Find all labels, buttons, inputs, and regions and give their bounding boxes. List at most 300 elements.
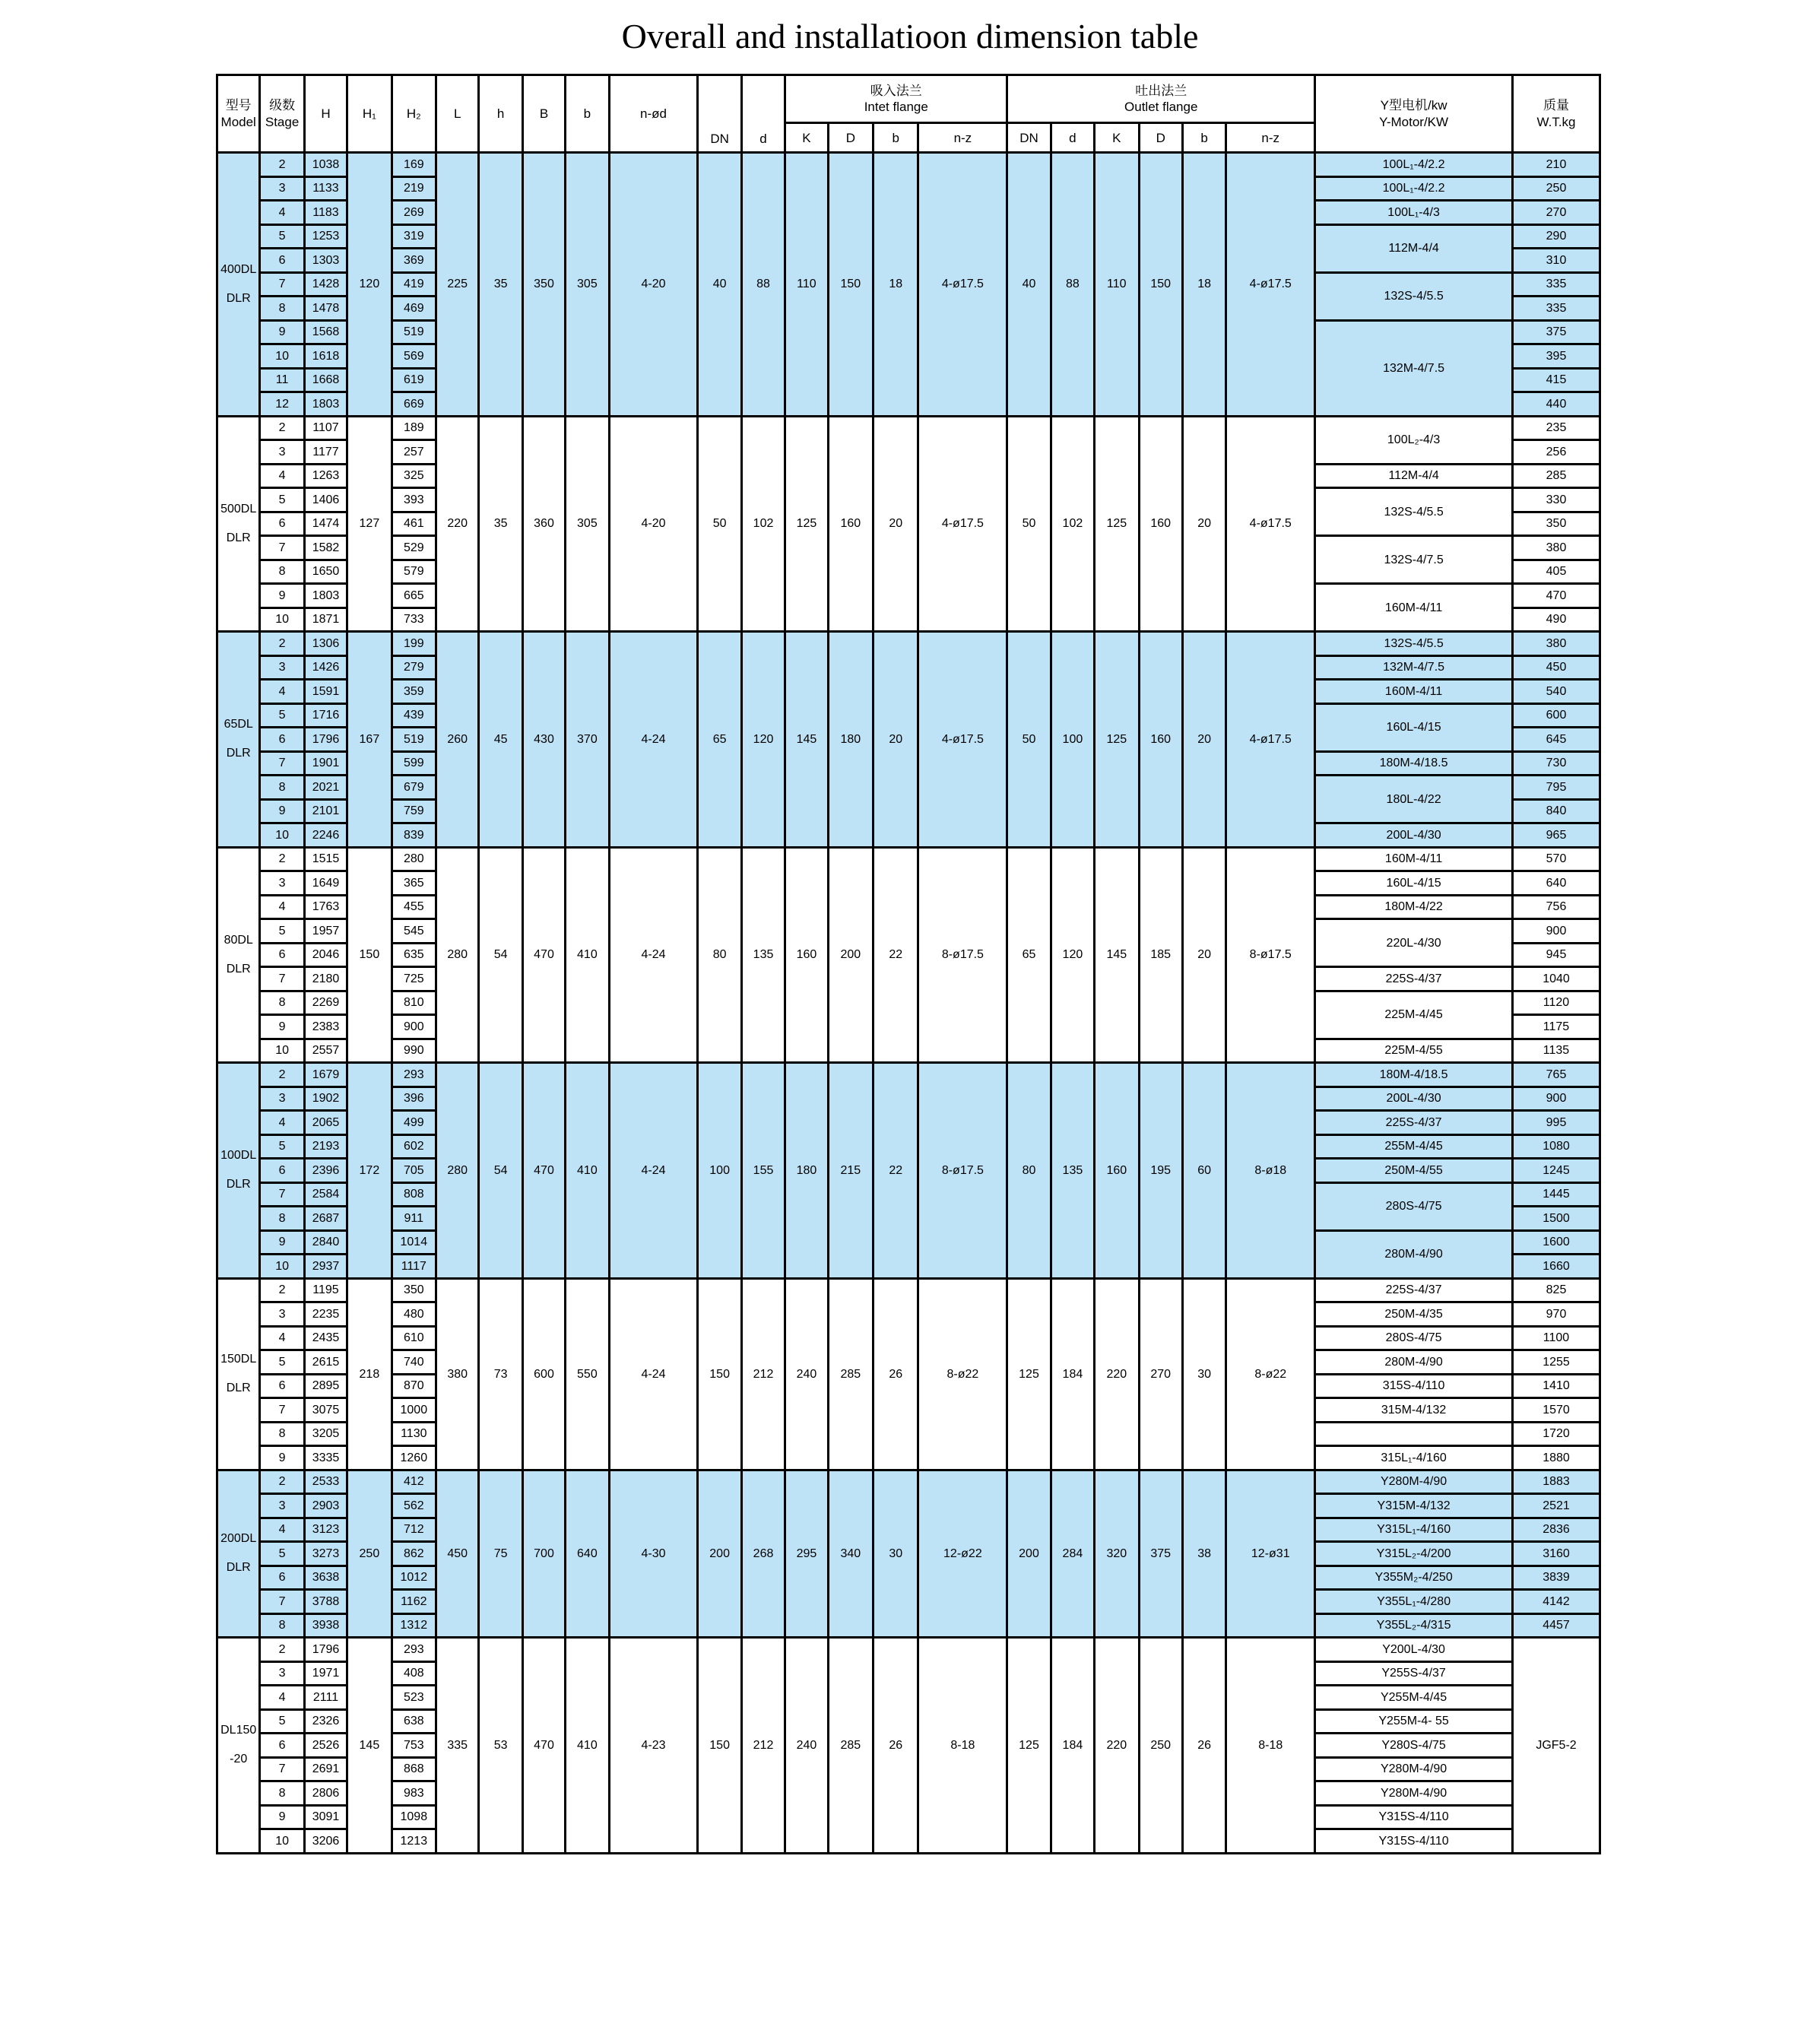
- weight-cell: 600: [1513, 703, 1600, 728]
- h2-cell: 408: [392, 1661, 436, 1686]
- motor-cell: 112M-4/4: [1315, 464, 1513, 488]
- h-cell: 1716: [304, 703, 347, 728]
- weight-cell: 1445: [1513, 1182, 1600, 1207]
- weight-cell: 270: [1513, 201, 1600, 225]
- header-outlet-d: d: [1051, 123, 1094, 153]
- h2-cell: 1117: [392, 1255, 436, 1279]
- weight-cell: 335: [1513, 272, 1600, 297]
- h-cell: 3206: [304, 1829, 347, 1854]
- motor-cell: Y280M-4/90: [1315, 1757, 1513, 1781]
- stage-cell: 5: [260, 224, 304, 249]
- param-cell: 50: [1007, 632, 1051, 848]
- motor-cell: 315M-4/132: [1315, 1398, 1513, 1423]
- motor-cell: 160M-4/11: [1315, 584, 1513, 632]
- h2-cell: 1213: [392, 1829, 436, 1854]
- motor-cell: 132S-4/7.5: [1315, 536, 1513, 584]
- header-inlet-d-upper: D: [828, 123, 873, 153]
- weight-cell: 405: [1513, 560, 1600, 584]
- motor-cell: Y315L₁-4/160: [1315, 1518, 1513, 1542]
- param-cell: 200: [1007, 1470, 1051, 1638]
- param-cell: 410: [566, 847, 609, 1063]
- param-cell: 450: [436, 1470, 479, 1638]
- weight-cell: 4457: [1513, 1613, 1600, 1638]
- stage-cell: 6: [260, 943, 304, 967]
- param-cell: 270: [1139, 1278, 1182, 1470]
- weight-cell: 965: [1513, 823, 1600, 848]
- motor-cell: Y355M₂-4/250: [1315, 1566, 1513, 1590]
- h2-cell: 579: [392, 560, 436, 584]
- param-cell: 88: [1051, 153, 1094, 417]
- header-h: H: [304, 75, 347, 153]
- stage-cell: 7: [260, 1182, 304, 1207]
- weight-cell: 3839: [1513, 1566, 1600, 1590]
- stage-cell: 8: [260, 560, 304, 584]
- param-cell: 700: [522, 1470, 565, 1638]
- h2-cell: 740: [392, 1350, 436, 1375]
- h-cell: 2101: [304, 799, 347, 823]
- param-cell: 150: [828, 153, 873, 417]
- header-l: L: [436, 75, 479, 153]
- stage-cell: 10: [260, 823, 304, 848]
- weight-cell: 795: [1513, 776, 1600, 800]
- weight-cell: 2836: [1513, 1518, 1600, 1542]
- motor-cell: 280M-4/90: [1315, 1350, 1513, 1375]
- h2-cell: 990: [392, 1039, 436, 1063]
- motor-cell: 225S-4/37: [1315, 967, 1513, 991]
- param-cell: 100: [1051, 632, 1094, 848]
- h2-cell: 269: [392, 201, 436, 225]
- motor-cell: 250M-4/55: [1315, 1159, 1513, 1183]
- h-cell: 3273: [304, 1542, 347, 1566]
- param-cell: 335: [436, 1638, 479, 1854]
- motor-cell: 132M-4/7.5: [1315, 320, 1513, 416]
- h2-cell: 480: [392, 1302, 436, 1327]
- h2-cell: 1130: [392, 1422, 436, 1446]
- param-cell: 45: [479, 632, 522, 848]
- h-cell: 2193: [304, 1134, 347, 1159]
- h2-cell: 705: [392, 1159, 436, 1183]
- h2-cell: 519: [392, 320, 436, 344]
- weight-cell: 1040: [1513, 967, 1600, 991]
- h2-cell: 839: [392, 823, 436, 848]
- stage-cell: 4: [260, 1518, 304, 1542]
- h-cell: 1803: [304, 392, 347, 417]
- weight-cell: 995: [1513, 1111, 1600, 1135]
- param-cell: 220: [1095, 1278, 1139, 1470]
- stage-cell: 7: [260, 967, 304, 991]
- param-cell: 150: [698, 1638, 741, 1854]
- h2-cell: 669: [392, 392, 436, 417]
- weight-cell: 490: [1513, 608, 1600, 632]
- stage-cell: 3: [260, 1661, 304, 1686]
- h2-cell: 189: [392, 416, 436, 440]
- h2-cell: 319: [392, 224, 436, 249]
- param-cell: 184: [1051, 1278, 1094, 1470]
- motor-cell: 315S-4/110: [1315, 1374, 1513, 1398]
- weight-cell: 4142: [1513, 1590, 1600, 1614]
- stage-cell: 9: [260, 320, 304, 344]
- h2-cell: 619: [392, 368, 436, 392]
- param-cell: 4-ø17.5: [1226, 416, 1315, 632]
- stage-cell: 5: [260, 1709, 304, 1734]
- param-cell: 8-ø17.5: [1226, 847, 1315, 1063]
- param-cell: 250: [1139, 1638, 1182, 1854]
- stage-cell: 2: [260, 1278, 304, 1302]
- weight-cell: 900: [1513, 1087, 1600, 1111]
- param-cell: 35: [479, 416, 522, 632]
- param-cell: 160: [785, 847, 828, 1063]
- weight-cell: 1100: [1513, 1326, 1600, 1350]
- weight-cell: 285: [1513, 464, 1600, 488]
- stage-cell: 2: [260, 632, 304, 656]
- header-weight: 质量 W.T.kg: [1513, 75, 1600, 153]
- param-cell: 135: [1051, 1063, 1094, 1279]
- param-cell: 160: [828, 416, 873, 632]
- weight-cell: 1410: [1513, 1374, 1600, 1398]
- h-cell: 1478: [304, 297, 347, 321]
- model-cell: 100DL DLR: [217, 1063, 260, 1279]
- motor-cell: 280S-4/75: [1315, 1182, 1513, 1230]
- h2-cell: 1014: [392, 1230, 436, 1255]
- param-cell: 26: [874, 1278, 918, 1470]
- h-cell: 2691: [304, 1757, 347, 1781]
- header-inlet-spacer-1: DN: [698, 75, 741, 153]
- h2-cell: 679: [392, 776, 436, 800]
- h2-cell: 1260: [392, 1446, 436, 1470]
- h-cell: 2246: [304, 823, 347, 848]
- stage-cell: 10: [260, 608, 304, 632]
- stage-cell: 2: [260, 1638, 304, 1662]
- param-cell: 305: [566, 416, 609, 632]
- param-cell: 284: [1051, 1470, 1094, 1638]
- h-cell: 1871: [304, 608, 347, 632]
- weight-cell: 1120: [1513, 991, 1600, 1015]
- weight-cell: 470: [1513, 584, 1600, 608]
- model-cell: 500DL DLR: [217, 416, 260, 632]
- h-cell: 3205: [304, 1422, 347, 1446]
- param-cell: 20: [874, 416, 918, 632]
- stage-cell: 3: [260, 176, 304, 201]
- table-row: [217, 1063, 1600, 1087]
- header-h1: H₁: [347, 75, 392, 153]
- h-cell: 1107: [304, 416, 347, 440]
- weight-cell: 330: [1513, 488, 1600, 512]
- weight-cell: 395: [1513, 344, 1600, 369]
- h2-cell: 1012: [392, 1566, 436, 1590]
- param-cell: 12-ø22: [918, 1470, 1007, 1638]
- param-cell: 4-23: [609, 1638, 698, 1854]
- h-cell: 1426: [304, 655, 347, 680]
- h-cell: 1428: [304, 272, 347, 297]
- param-cell: 184: [1051, 1638, 1094, 1854]
- stage-cell: 5: [260, 1542, 304, 1566]
- param-cell: 240: [785, 1278, 828, 1470]
- stage-cell: 9: [260, 799, 304, 823]
- stage-cell: 7: [260, 1757, 304, 1781]
- param-cell: 102: [741, 416, 785, 632]
- stage-cell: 4: [260, 680, 304, 704]
- stage-cell: 3: [260, 440, 304, 465]
- weight-cell: 375: [1513, 320, 1600, 344]
- param-cell: 26: [874, 1638, 918, 1854]
- h-cell: 1957: [304, 919, 347, 944]
- h2-cell: 868: [392, 1757, 436, 1781]
- param-cell: 110: [785, 153, 828, 417]
- model-cell: 150DL DLR: [217, 1278, 260, 1470]
- h2-cell: 280: [392, 847, 436, 871]
- h-cell: 1763: [304, 895, 347, 919]
- h2-cell: 599: [392, 751, 436, 776]
- h-cell: 1582: [304, 536, 347, 560]
- h-cell: 1591: [304, 680, 347, 704]
- param-cell: 40: [698, 153, 741, 417]
- motor-cell: 100L₁-4/2.2: [1315, 153, 1513, 177]
- motor-cell: Y255M-4- 55: [1315, 1709, 1513, 1734]
- motor-cell: 225S-4/37: [1315, 1278, 1513, 1302]
- weight-cell: 2521: [1513, 1494, 1600, 1518]
- param-cell: 12-ø31: [1226, 1470, 1315, 1638]
- stage-cell: 6: [260, 512, 304, 536]
- h2-cell: 279: [392, 655, 436, 680]
- param-cell: 240: [785, 1638, 828, 1854]
- h-cell: 2687: [304, 1207, 347, 1231]
- header-outlet-n-z: n-z: [1226, 123, 1315, 153]
- h-cell: 1515: [304, 847, 347, 871]
- h2-cell: 257: [392, 440, 436, 465]
- h-cell: 3075: [304, 1398, 347, 1423]
- h-cell: 1901: [304, 751, 347, 776]
- h2-cell: 419: [392, 272, 436, 297]
- h2-cell: 412: [392, 1470, 436, 1494]
- h-cell: 2615: [304, 1350, 347, 1375]
- h2-cell: 293: [392, 1063, 436, 1087]
- h-cell: 1253: [304, 224, 347, 249]
- motor-cell: 200L-4/30: [1315, 823, 1513, 848]
- header-outlet-dn: DN: [1007, 123, 1051, 153]
- h-cell: 2046: [304, 943, 347, 967]
- header-stage: 级数 Stage: [260, 75, 304, 153]
- param-cell: 26: [1182, 1638, 1225, 1854]
- weight-cell: 1660: [1513, 1255, 1600, 1279]
- table-row: [217, 632, 1600, 656]
- motor-cell: Y255M-4/45: [1315, 1686, 1513, 1710]
- h-cell: 2235: [304, 1302, 347, 1327]
- h1-cell: 145: [347, 1638, 392, 1854]
- motor-cell: 200L-4/30: [1315, 1087, 1513, 1111]
- param-cell: 320: [1095, 1470, 1139, 1638]
- h2-cell: 733: [392, 608, 436, 632]
- motor-cell: Y200L-4/30: [1315, 1638, 1513, 1662]
- weight-cell: 256: [1513, 440, 1600, 465]
- param-cell: 285: [828, 1278, 873, 1470]
- param-cell: 600: [522, 1278, 565, 1470]
- h-cell: 1971: [304, 1661, 347, 1686]
- stage-cell: 12: [260, 392, 304, 417]
- weight-cell: 380: [1513, 632, 1600, 656]
- stage-cell: 8: [260, 297, 304, 321]
- motor-cell: Y280S-4/75: [1315, 1734, 1513, 1758]
- param-cell: 212: [741, 1278, 785, 1470]
- param-cell: 260: [436, 632, 479, 848]
- weight-cell: 1500: [1513, 1207, 1600, 1231]
- model-cell: 200DL DLR: [217, 1470, 260, 1638]
- stage-cell: 11: [260, 368, 304, 392]
- stage-cell: 3: [260, 871, 304, 896]
- motor-cell: 160M-4/11: [1315, 680, 1513, 704]
- motor-cell: 225M-4/55: [1315, 1039, 1513, 1063]
- h-cell: 2557: [304, 1039, 347, 1063]
- h-cell: 1902: [304, 1087, 347, 1111]
- h2-cell: 439: [392, 703, 436, 728]
- motor-cell: 160L-4/15: [1315, 703, 1513, 751]
- param-cell: 4-ø17.5: [918, 153, 1007, 417]
- page-title: Overall and installatioon dimension table: [621, 17, 1199, 56]
- stage-cell: 8: [260, 1613, 304, 1638]
- h2-cell: 396: [392, 1087, 436, 1111]
- h2-cell: 569: [392, 344, 436, 369]
- param-cell: 125: [1007, 1278, 1051, 1470]
- weight-cell: 900: [1513, 919, 1600, 944]
- header-motor: Y型电机/kw Y-Motor/KW: [1315, 75, 1513, 153]
- h2-cell: 169: [392, 153, 436, 177]
- param-cell: 160: [1139, 632, 1182, 848]
- h2-cell: 1162: [392, 1590, 436, 1614]
- param-cell: 30: [1182, 1278, 1225, 1470]
- param-cell: 8-ø17.5: [918, 847, 1007, 1063]
- param-cell: 4-24: [609, 632, 698, 848]
- header-n-d: n-ød: [609, 75, 698, 153]
- param-cell: 410: [566, 1063, 609, 1279]
- h2-cell: 529: [392, 536, 436, 560]
- param-cell: 340: [828, 1470, 873, 1638]
- h2-cell: 602: [392, 1134, 436, 1159]
- h2-cell: 365: [392, 871, 436, 896]
- stage-cell: 6: [260, 1374, 304, 1398]
- h2-cell: 870: [392, 1374, 436, 1398]
- param-cell: 150: [698, 1278, 741, 1470]
- table-row: [217, 416, 1600, 440]
- param-cell: 150: [1139, 153, 1182, 417]
- motor-cell: Y355L₂-4/315: [1315, 1613, 1513, 1638]
- header-h2: H₂: [392, 75, 436, 153]
- h2-cell: 610: [392, 1326, 436, 1350]
- h-cell: 2021: [304, 776, 347, 800]
- h-cell: 2065: [304, 1111, 347, 1135]
- motor-cell: Y280M-4/90: [1315, 1470, 1513, 1494]
- stage-cell: 4: [260, 895, 304, 919]
- table-body: [217, 153, 1600, 1854]
- motor-cell: 280M-4/90: [1315, 1230, 1513, 1278]
- param-cell: 550: [566, 1278, 609, 1470]
- stage-cell: 5: [260, 488, 304, 512]
- h-cell: 2111: [304, 1686, 347, 1710]
- h-cell: 1568: [304, 320, 347, 344]
- param-cell: 4-24: [609, 1063, 698, 1279]
- param-cell: 60: [1182, 1063, 1225, 1279]
- h2-cell: 523: [392, 1686, 436, 1710]
- weight-cell: 1245: [1513, 1159, 1600, 1183]
- weight-cell: 235: [1513, 416, 1600, 440]
- stage-cell: 4: [260, 1111, 304, 1135]
- param-cell: 75: [479, 1470, 522, 1638]
- h2-cell: 759: [392, 799, 436, 823]
- h-cell: 3788: [304, 1590, 347, 1614]
- weight-cell: 765: [1513, 1063, 1600, 1087]
- param-cell: 640: [566, 1470, 609, 1638]
- h-cell: 2180: [304, 967, 347, 991]
- h2-cell: 499: [392, 1111, 436, 1135]
- param-cell: 225: [436, 153, 479, 417]
- stage-cell: 8: [260, 1781, 304, 1806]
- param-cell: 54: [479, 1063, 522, 1279]
- h2-cell: 638: [392, 1709, 436, 1734]
- h-cell: 2269: [304, 991, 347, 1015]
- param-cell: 8-ø17.5: [918, 1063, 1007, 1279]
- param-cell: 53: [479, 1638, 522, 1854]
- h2-cell: 393: [392, 488, 436, 512]
- stage-cell: 8: [260, 991, 304, 1015]
- param-cell: 200: [698, 1470, 741, 1638]
- motor-cell: Y315S-4/110: [1315, 1829, 1513, 1854]
- h2-cell: 1312: [392, 1613, 436, 1638]
- h-cell: 1195: [304, 1278, 347, 1302]
- motor-cell: 180L-4/22: [1315, 776, 1513, 823]
- motor-cell: 315L₁-4/160: [1315, 1446, 1513, 1470]
- stage-cell: 4: [260, 201, 304, 225]
- h-cell: 3938: [304, 1613, 347, 1638]
- param-cell: 135: [741, 847, 785, 1063]
- weight-cell: 825: [1513, 1278, 1600, 1302]
- header-inlet-k: K: [785, 123, 828, 153]
- param-cell: 20: [1182, 416, 1225, 632]
- param-cell: 215: [828, 1063, 873, 1279]
- h-cell: 2937: [304, 1255, 347, 1279]
- h2-cell: 712: [392, 1518, 436, 1542]
- dimension-table: [216, 74, 1601, 1854]
- header-outlet-b: b: [1182, 123, 1225, 153]
- h2-cell: 983: [392, 1781, 436, 1806]
- param-cell: 120: [1051, 847, 1094, 1063]
- h2-cell: 455: [392, 895, 436, 919]
- h2-cell: 293: [392, 1638, 436, 1662]
- header-model: 型号 Model: [217, 75, 260, 153]
- h-cell: 2526: [304, 1734, 347, 1758]
- motor-cell: 220L-4/30: [1315, 919, 1513, 967]
- weight-cell: 335: [1513, 297, 1600, 321]
- stage-cell: 8: [260, 1207, 304, 1231]
- table-row: [217, 153, 1600, 177]
- h1-cell: 127: [347, 416, 392, 632]
- h1-cell: 172: [347, 1063, 392, 1279]
- h2-cell: 545: [392, 919, 436, 944]
- h-cell: 1649: [304, 871, 347, 896]
- h-cell: 1263: [304, 464, 347, 488]
- stage-cell: 5: [260, 919, 304, 944]
- h2-cell: 325: [392, 464, 436, 488]
- model-cell: DL150 -20: [217, 1638, 260, 1854]
- param-cell: 20: [1182, 632, 1225, 848]
- param-cell: 125: [1095, 632, 1139, 848]
- param-cell: 4-ø17.5: [918, 632, 1007, 848]
- h-cell: 1038: [304, 153, 347, 177]
- h1-cell: 250: [347, 1470, 392, 1638]
- param-cell: 8-ø22: [918, 1278, 1007, 1470]
- stage-cell: 2: [260, 416, 304, 440]
- motor-cell: 280S-4/75: [1315, 1326, 1513, 1350]
- h-cell: 3123: [304, 1518, 347, 1542]
- param-cell: 180: [828, 632, 873, 848]
- param-cell: 38: [1182, 1470, 1225, 1638]
